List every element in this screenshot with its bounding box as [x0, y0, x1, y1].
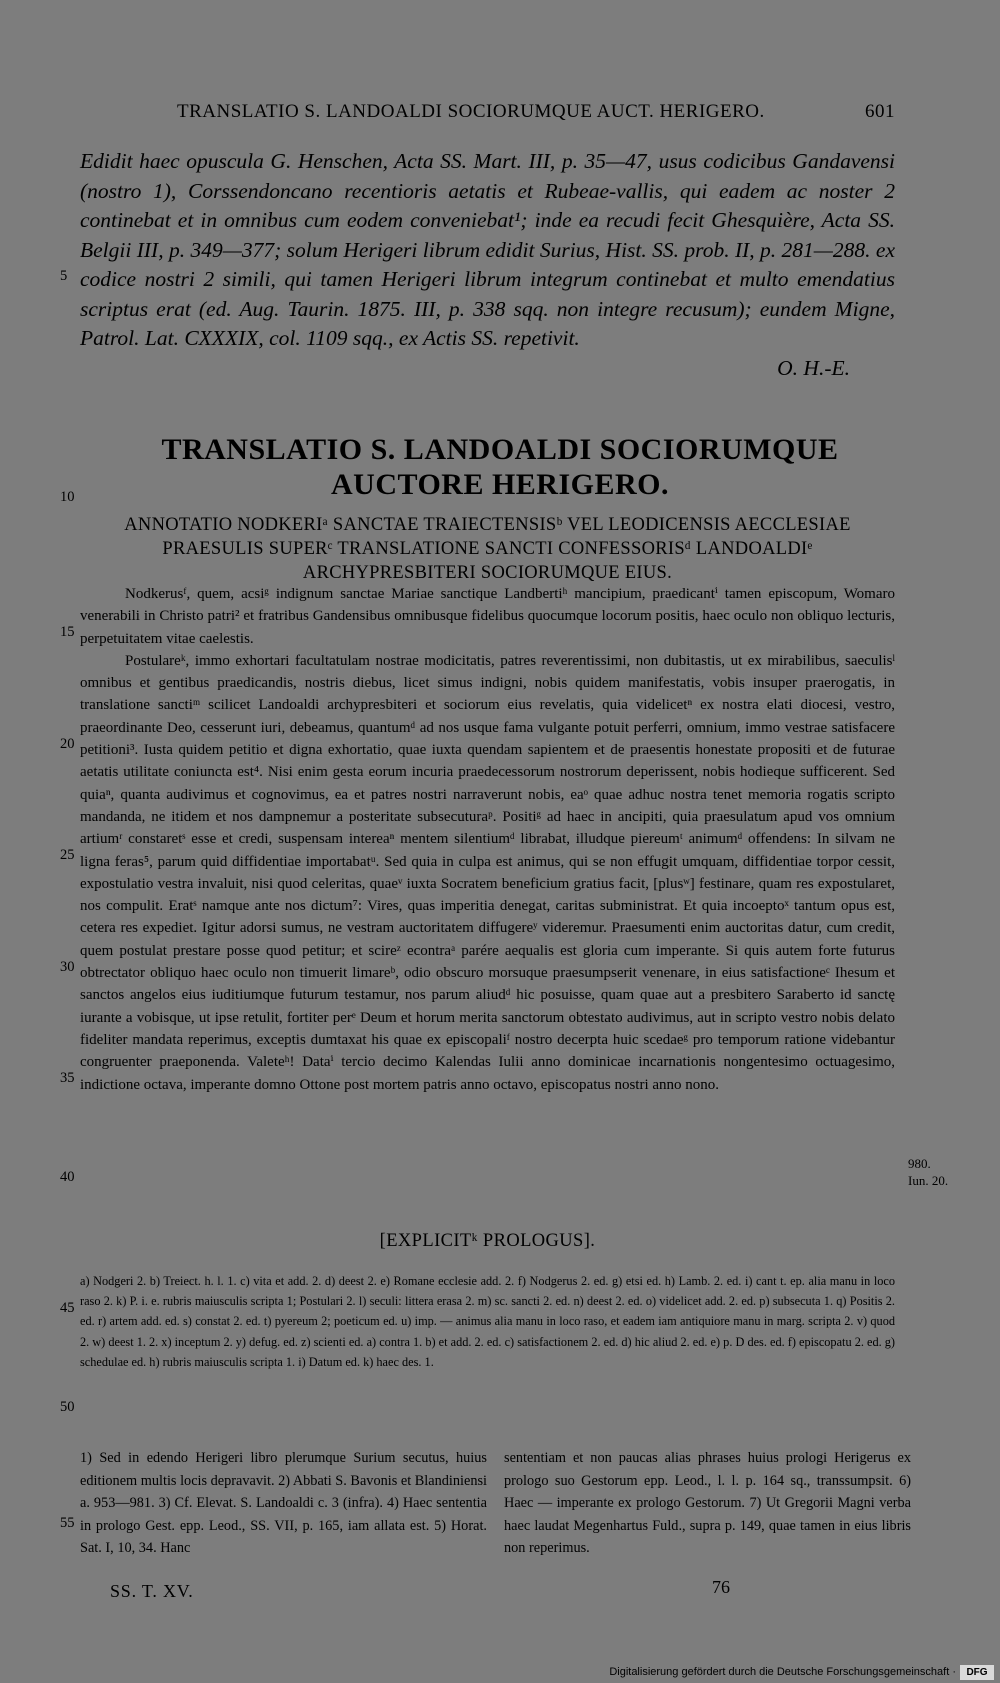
line-number: 45 — [60, 1300, 75, 1316]
variant-readings-text: a) Nodgeri 2. b) Treiect. h. l. 1. c) vita et add. 2. d) deest 2. e) Romane ecclesie add. 2. f) Nodgerus 2. ed. g) etsi ed. h) Lamb. 2. ed. i) cant t. ep. alia manu in loco raso 2. k) P. i. e. rubris maiusculis scripta 1; Postulari 2. l) seculi: littera erasa 2. m) sc. sancti 2. ed. n) deest 2. ed. o) videlicet add. 2. ed. p) subsecuta 1. q) Positis 2. ed. r) artem add. ed. s) constat 2. ed. t) pyereum 2; poeticum ed. u) imp. — animus alia manu in loco raso, et eadem iam antiquiore manu in marg. scripta 2. v) quod 2. w) deest 1. 2. x) inceptum 2. y) defug. ed. z) scienti ed. a) contra 1. b) et add. 2. ed. c) satisfactionem 2. ed. d) hic aliud 2. ed. e) p. D des. ed. f) episcopatu 2. ed. g) schedulae ed. h) rubris maiusculis scripta 1. i) Datum ed. k) haec des. 1. — [80, 1274, 895, 1369]
annotation-title — [80, 513, 895, 585]
main-title-line-2: AUCTORE HERIGERO. — [330, 468, 669, 501]
footnotes-right-text: sententiam et non paucas alias phrases huius prologi Herigerus ex prologo suo Gestorum epp. Leod., l. l. p. 164 sq., transsumpsit. 6) Haec — imperante ex prologo Gestorum. 7) Ut Gregorii Magni verba haec laudat Megenhartus Fuld., supra p. 149, quae tamen in eius libris non reperimus. — [504, 1450, 911, 1557]
margin-date — [908, 1155, 948, 1189]
editor-signature: O. H.-E. — [777, 355, 850, 380]
page-number: 601 — [865, 101, 895, 122]
prologue-paragraph-1: Nodkerusᶠ, quem, acsiᵍ indignum sanctae Mariae sanctique Landbertiʰ mancipium, praedicantⁱ tamen episcopum, Womaro venerabili in Christo patri² et fratribus Gandensibus omnibusque fidelibus quocumque locorum positis, haec oculo non obliquo lecturis, perpetuitatem vitae caelestis. — [80, 586, 895, 647]
running-header — [80, 101, 895, 123]
annotation-title-line-1: ANNOTATIO NODKERIᵃ SANCTAE TRAIECTENSISᵇ VEL LEODICENSIS AECCLESIAE — [124, 515, 851, 535]
line-number: 40 — [60, 1169, 75, 1185]
line-number: 5 — [60, 268, 68, 284]
volume-signature: SS. T. XV. — [110, 1581, 194, 1601]
line-number: 25 — [60, 847, 75, 863]
intro-text: Edidit haec opuscula G. Henschen, Acta SS. Mart. III, p. 35—47, usus codicibus Gandavensi (nostro 1), Corssendoncano recentioris aetatis et Rubeae-vallis, qui eadem ac noster 2 continebat et in omnibus cum eodem conveniebat¹; inde ea recudi fecit Ghesquière, Acta SS. Belgii III, p. 349—377; solum Herigeri librum edidit Surius, Hist. SS. prob. II, p. 281—288. ex codice nostri 2 simili, qui tamen Herigeri librum integrum continebat et multo emendatius scriptus erat (ed. Aug. Taurin. 1875. III, p. 338 sqq. non integre recusum); eundem Migne, Patrol. Lat. CXXXIX, col. 1109 sqq., ex Actis SS. repetivit. — [80, 149, 895, 350]
prologue-explicit: [EXPLICITᵏ PROLOGUS]. — [379, 1231, 596, 1251]
footnotes-right-column — [504, 1447, 911, 1560]
variant-readings-apparatus — [80, 1271, 895, 1372]
line-number: 30 — [60, 959, 75, 975]
line-number: 35 — [60, 1070, 75, 1086]
line-number: 15 — [60, 624, 75, 640]
digitization-credit: Digitalisierung gefördert durch die Deutsche Forschungsgemeinschaft · — [609, 1666, 956, 1678]
running-title: TRANSLATIO S. LANDOALDI SOCIORUMQUE AUCT. HERIGERO. — [177, 101, 765, 122]
main-title — [150, 432, 850, 502]
annotation-title-line-3: ARCHYPRESBITERI SOCIORUMQUE EIUS. — [302, 563, 673, 583]
line-number: 10 — [60, 489, 75, 505]
prologue-body — [80, 583, 895, 1096]
editorial-introduction — [80, 147, 895, 383]
line-number: 55 — [60, 1515, 75, 1531]
footnotes-left-column — [80, 1447, 487, 1560]
line-number: 20 — [60, 736, 75, 752]
main-title-line-1: TRANSLATIO S. LANDOALDI SOCIORUMQUE — [161, 433, 839, 466]
sheet-number: 76 — [712, 1577, 730, 1597]
margin-date-day: Iun. 20. — [908, 1173, 949, 1188]
prologue-paragraph-2: Postulareᵏ, immo exhortari facultatulam nostrae modicitatis, patres reverentissimi, non dubitastis, ut ex mirabilibus, saeculisˡ omnibus et gentibus praedicandis, nostris diebus, licet simus indigni, nobis quidem manifestatis, vobis insuper praerogatis, in translatione sanctiᵐ scilicet Landoaldi archypresbiteri et sociorum eius revelatis, quia videlicetⁿ ex nostra elati diocesi, vestro, praeordinante Deo, cesserunt iuri, debeamus, quantumᵈ ad nos usque fama vulgante potuit perferri, omnium, immo vestrae satisfacere petitioni³. Iusta quidem petitio et digna exhortatio, quae iuxta quendam sapientem et de praesentis honestate propositi et de futurae aetatis utilitate coniuncta est⁴. Nisi enim gesta eorum incuria praedecessorum nostrorum deperissent, nobis hodieque sufficerent. Sed quiaⁿ, quanta audivimus et cognovimus, ea et patres nostri narraverunt nobis, eaᵒ quae adhuc nostra tenet memoria rogatis scripto mandanda, ne itidem et nos dampnemur a posteritate subsecuturaᵖ. Positiᵍ ad haec in ancipiti, quia praesulatum apud vos omnium artiumʳ constaretˢ esse et credi, suspensam intereaⁿ mentem silentiumᵈ librabat, illudque piereumᵗ animumᵈ offendens: In silvam ne ligna feras⁵, parum quid diffidentiae importabatᵘ. Sed quia in culpa est animus, qui se non effugit umquam, diffidentiae torpor cessit, expostulatio vestra invaluit, nisi quod celeritas, quaeᵛ iuxta Socratem beneficium gratius facit, [plusʷ] festinare, quam res expostularet, nos compulit. Eratˢ namque ante nos dictum⁷: Vires, quas imperitia denegat, caritas subministrat. Et quia incoeptoˣ tantum opus est, cetera res expediet. Igitur adorsi sumus, ne vestram auctoritatem diffugereʸ videremur. Praesumenti enim auctoritas datur, cum credit, quem postulat prestare posse quod petitur; et scireᶻ econtraᵃ parére aequalis est gloria cum imperante. Si quis autem forte futurus obtrectator obliquo haec oculo non timuerit limareᵇ, odio obscuro morsuque praesumpserit venenare, in eius satisfactioneᶜ Ihesum et sanctos angelos eius iuditiumque futurum testamur, nos parum aliudᵈ hic posuisse, quam quae aut a presbitero Saraberto id sanctę iurante a vobisque, ut ipse retulit, fortiter perᵉ Deum et horum merita sanctorum obtestato audivimus, aut in scripto vestro nobis delato fideliter mandata reperimus, exceptis dumtaxat his quae ex episcopaliᶠ nostro decerpta huic scedaeᵍ pro temporum ratione videbantur congruenter praeponenda. Valeteʰ! Dataⁱ tercio decimo Kalendas Iulii anno dominicae incarnationis nongentesimo octuagesimo, indictione octava, imperante domno Ottone post mortem patris anno octavo, episcopatus nostri anno nono. — [80, 652, 895, 1093]
line-number: 50 — [60, 1399, 75, 1415]
footnotes-left-text: 1) Sed in edendo Herigeri libro plerumque Surium secutus, huius editionem multis locis depravavit. 2) Abbati S. Bavonis et Blandiniensi a. 953—981. 3) Cf. Elevat. S. Landoaldi c. 3 (infra). 4) Haec sententia in prologo Gest. epp. Leod., SS. VII, p. 165, iam allata est. 5) Horat. Sat. I, 10, 34. Hanc — [80, 1450, 488, 1557]
annotation-title-line-2: PRAESULIS SUPERᶜ TRANSLATIONE SANCTI CONFESSORISᵈ LANDOALDIᵉ — [162, 539, 813, 559]
dfg-logo: DFG — [960, 1665, 994, 1680]
margin-date-year: 980. — [908, 1156, 931, 1171]
